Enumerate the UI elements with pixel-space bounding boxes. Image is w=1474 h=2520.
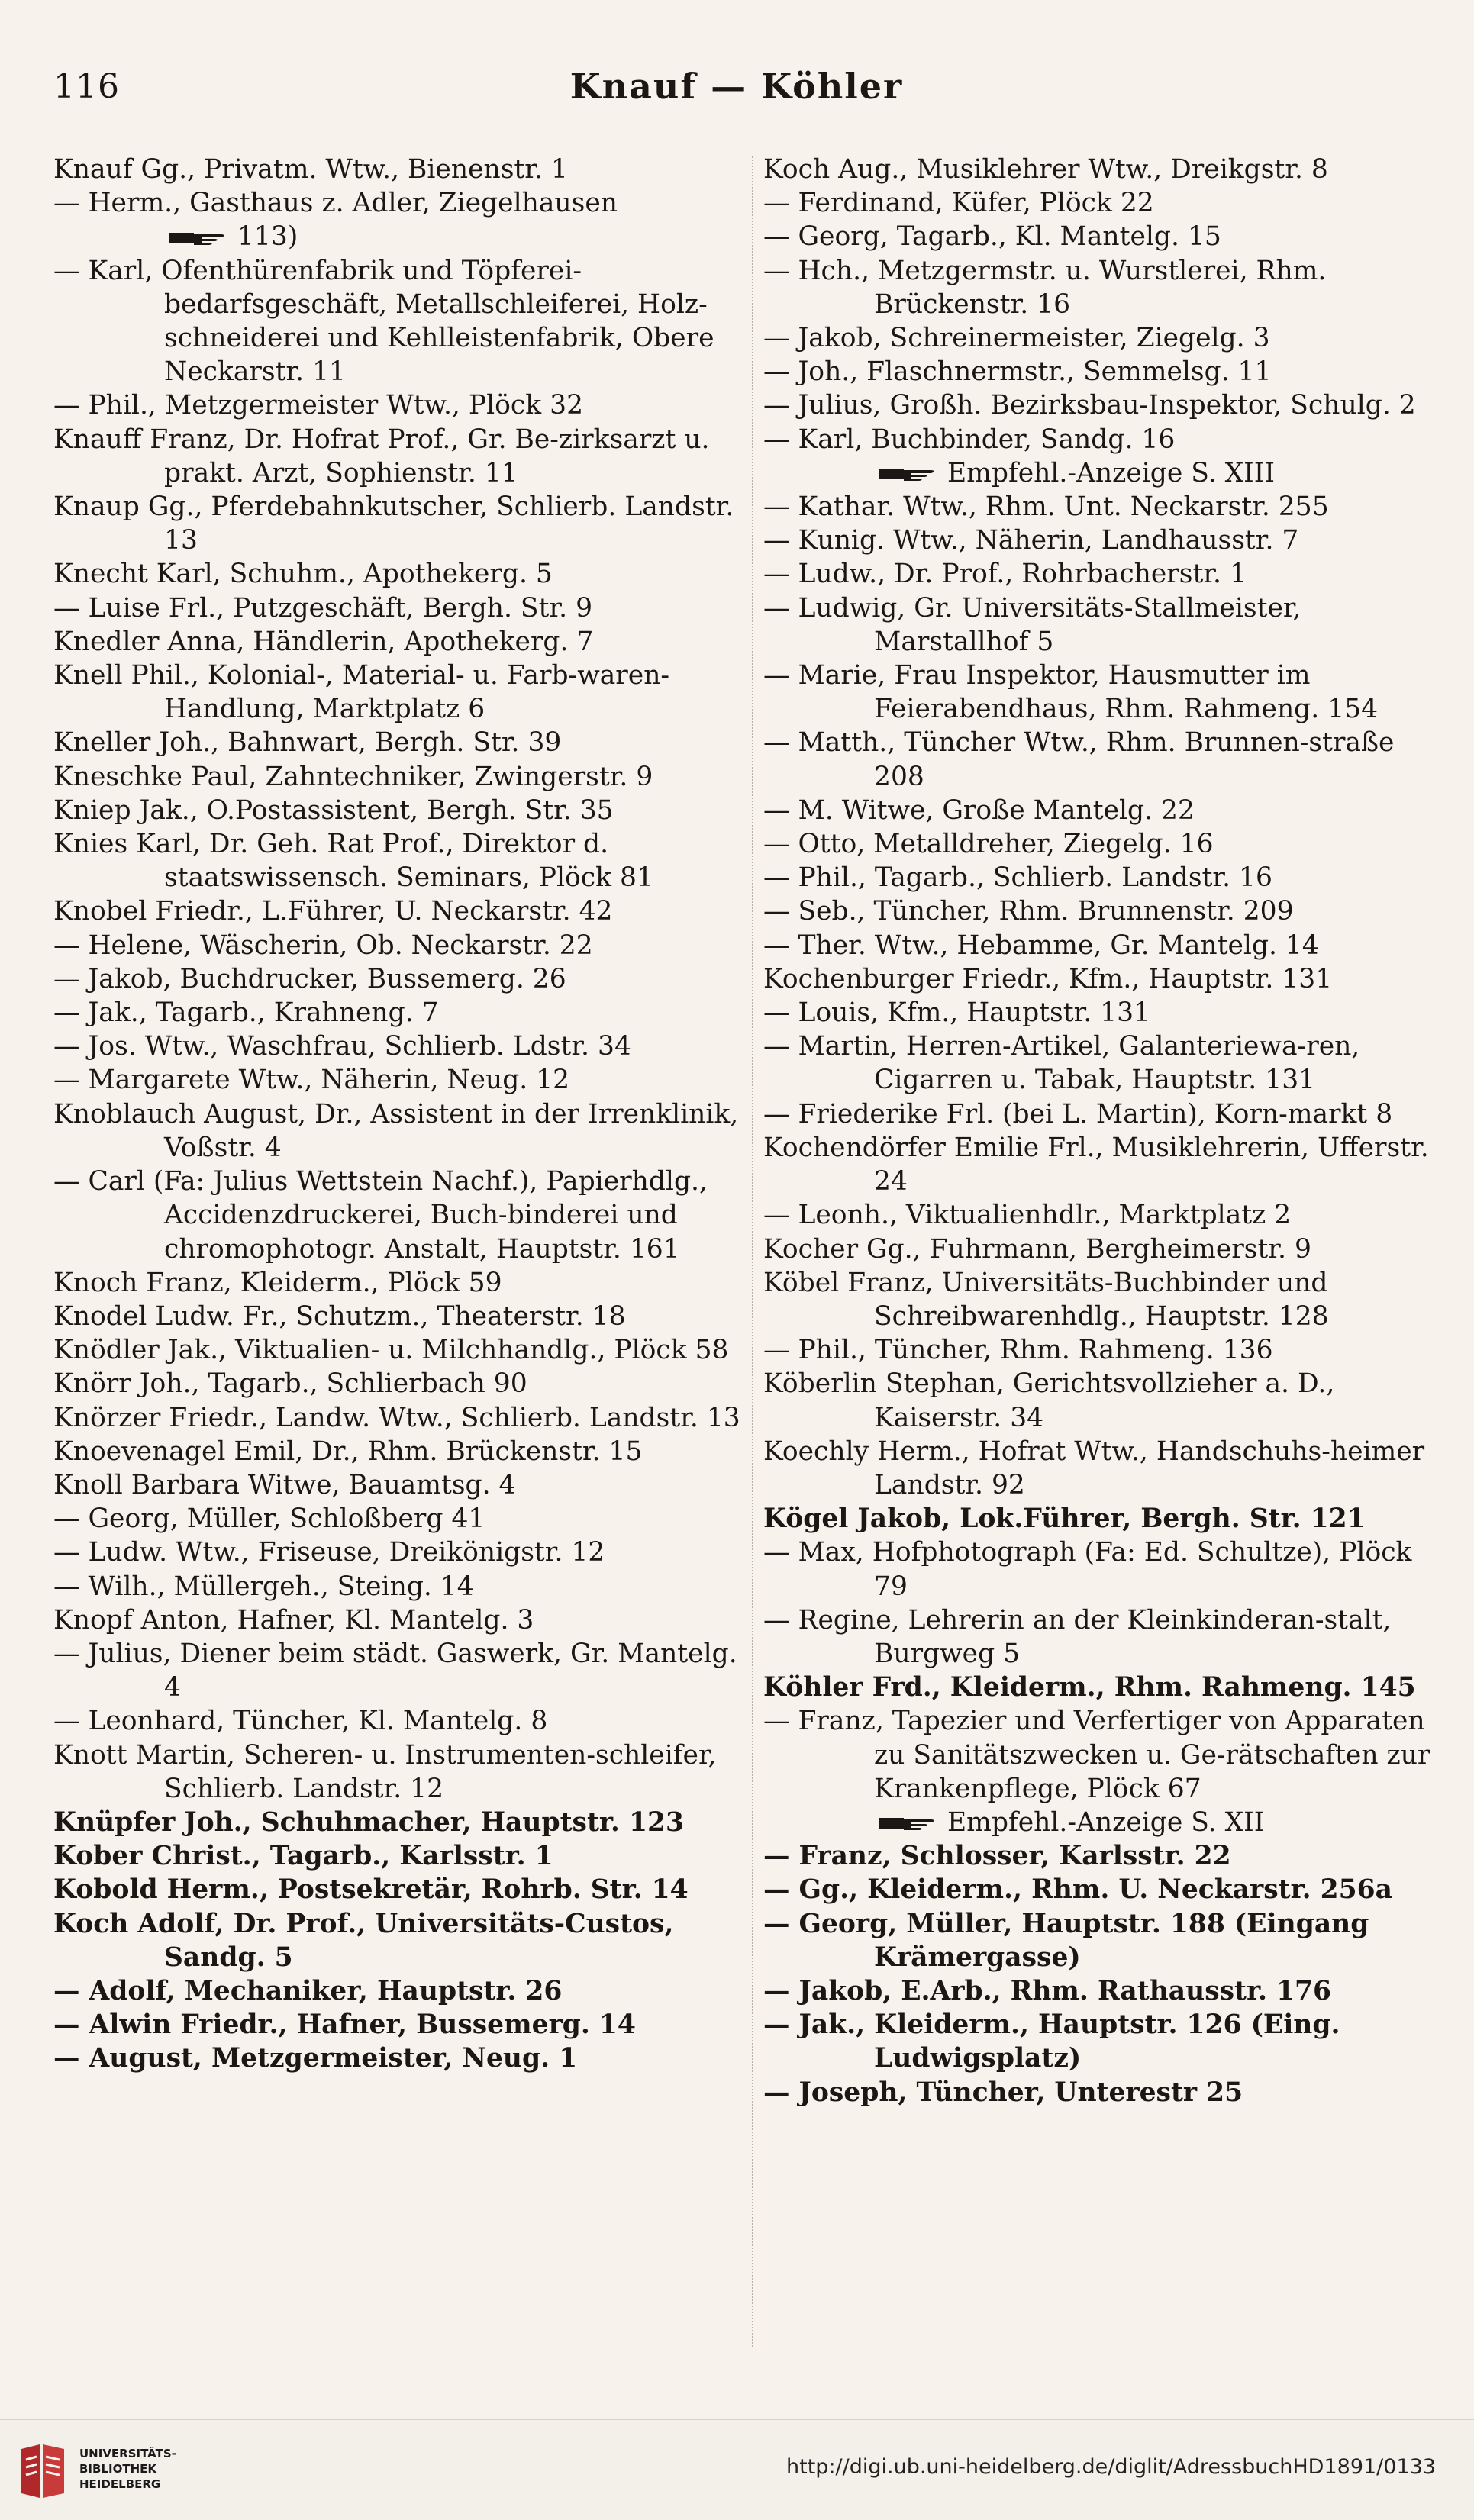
directory-entry xyxy=(763,557,1435,591)
page-header xyxy=(46,61,1427,122)
entry-text: — Leonhard, Tüncher, Kl. Mantelg. 8 xyxy=(53,1706,548,1737)
entry-text: Knopf Anton, Hafner, Kl. Mantelg. 3 xyxy=(53,1604,534,1635)
entry-text: — Jakob, E.Arb., Rhm. Rathausstr. 176 xyxy=(763,1975,1332,2006)
directory-entry xyxy=(763,962,1435,996)
directory-entry xyxy=(763,321,1435,355)
directory-entry xyxy=(53,1739,740,1806)
entry-text: Knoevenagel Emil, Dr., Rhm. Brückenstr. 15 xyxy=(53,1436,643,1467)
entry-text: Knoch Franz, Kleiderm., Plöck 59 xyxy=(53,1267,502,1298)
directory-entry xyxy=(53,1300,740,1333)
entry-text: — Leonh., Viktualienhdlr., Marktplatz 2 xyxy=(763,1200,1292,1231)
directory-entry xyxy=(53,1063,740,1097)
entry-text: Kneschke Paul, Zahntechniker, Zwingerstr. 9 xyxy=(53,761,653,792)
directory-entry xyxy=(763,591,1435,659)
directory-entry xyxy=(763,2076,1435,2109)
entry-text: — Max, Hofphotograph (Fa: Ed. Schultze), Plöck 79 xyxy=(763,1537,1412,1602)
directory-entry xyxy=(53,1266,740,1300)
directory-entry xyxy=(53,996,740,1030)
directory-entry xyxy=(763,1536,1435,1603)
entry-text: Knauf Gg., Privatm. Wtw., Bienenstr. 1 xyxy=(53,154,568,185)
directory-entry xyxy=(53,1907,740,1974)
directory-entry xyxy=(53,1536,740,1569)
directory-entry xyxy=(53,1603,740,1637)
entry-text: — Regine, Lehrerin an der Kleinkinderan-stalt, Burgweg 5 xyxy=(763,1604,1392,1669)
entry-text: — Ludwig, Gr. Universitäts-Stallmeister, Marstallhof 5 xyxy=(763,592,1301,657)
directory-entry xyxy=(763,1806,1435,1839)
directory-entry xyxy=(53,760,740,794)
directory-entry xyxy=(53,1435,740,1468)
entry-text: Kögel Jakob, Lok.Führer, Bergh. Str. 121 xyxy=(763,1503,1366,1535)
directory-entry xyxy=(53,591,740,625)
entry-text: — Phil., Metzgermeister Wtw., Plöck 32 xyxy=(53,390,584,421)
directory-entry xyxy=(53,153,740,186)
entry-text: — Otto, Metalldreher, Ziegelg. 16 xyxy=(763,829,1214,860)
directory-entry xyxy=(763,1435,1435,1502)
directory-entry xyxy=(53,1030,740,1063)
directory-entry xyxy=(53,929,740,962)
entry-text: — Georg, Müller, Hauptstr. 188 (Eingang Krämergasse) xyxy=(763,1908,1369,1973)
entry-text: Koechly Herm., Hofrat Wtw., Handschuhs-heimer Landstr. 92 xyxy=(763,1436,1425,1500)
entry-text: Knaup Gg., Pferdebahnkutscher, Schlierb. Landstr. 13 xyxy=(53,491,734,556)
source-url-link[interactable]: http://digi.ub.uni-heidelberg.de/diglit/AdressbuchHD1891/0133 xyxy=(786,2455,1436,2479)
entry-text: — Herm., Gasthaus z. Adler, Ziegelhausen xyxy=(53,188,618,219)
entry-text: — Kunig. Wtw., Näherin, Landhausstr. 7 xyxy=(763,525,1299,556)
entry-text: — Ludw., Dr. Prof., Rohrbacherstr. 1 xyxy=(763,559,1247,590)
entry-text: — Jakob, Buchdrucker, Bussemerg. 26 xyxy=(53,963,566,994)
entry-text: Empfehl.-Anzeige S. XIII xyxy=(947,457,1276,488)
directory-entry xyxy=(53,659,740,726)
entry-text: Knödler Jak., Viktualien- u. Milchhandlg., Plöck 58 xyxy=(53,1335,729,1366)
directory-entry xyxy=(763,456,1435,490)
directory-entry xyxy=(763,423,1435,456)
entry-text: — Louis, Kfm., Hauptstr. 131 xyxy=(763,997,1151,1029)
directory-entry xyxy=(763,726,1435,793)
directory-entry xyxy=(53,726,740,759)
entry-text: — Jakob, Schreinermeister, Ziegelg. 3 xyxy=(763,323,1270,354)
entry-text: Knecht Karl, Schuhm., Apothekerg. 5 xyxy=(53,559,553,590)
directory-entry xyxy=(53,1637,740,1704)
entry-text: — Jak., Tagarb., Krahneng. 7 xyxy=(53,997,439,1029)
entry-text: Koch Aug., Musiklehrer Wtw., Dreikgstr. 8 xyxy=(763,154,1328,185)
entry-text: Kobold Herm., Postsekretär, Rohrb. Str. 14 xyxy=(53,1874,689,1906)
entry-text: — Alwin Friedr., Hafner, Bussemerg. 14 xyxy=(53,2009,636,2041)
directory-entry xyxy=(763,1198,1435,1232)
directory-entry xyxy=(763,1974,1435,2008)
right-column xyxy=(763,153,1435,2358)
library-name-line: BIBLIOTHEK xyxy=(79,2462,156,2476)
library-name-line: HEIDELBERG xyxy=(79,2477,161,2491)
directory-entry xyxy=(763,1097,1435,1131)
entry-text: — Joh., Flaschnermstr., Semmelsg. 11 xyxy=(763,356,1272,388)
entry-text: — Ther. Wtw., Hebamme, Gr. Mantelg. 14 xyxy=(763,930,1319,961)
entry-text: — Georg, Tagarb., Kl. Mantelg. 15 xyxy=(763,221,1221,253)
directory-entry xyxy=(53,962,740,996)
left-entry-list xyxy=(53,153,740,2076)
entry-text: — Franz, Schlosser, Karlsstr. 22 xyxy=(763,1841,1231,1872)
directory-entry xyxy=(53,220,740,253)
page-number: 116 xyxy=(53,67,120,106)
directory-entry xyxy=(763,1603,1435,1671)
entry-text: — Friederike Frl. (bei L. Martin), Korn-markt 8 xyxy=(763,1098,1393,1129)
entry-text: — Phil., Tüncher, Rhm. Rahmeng. 136 xyxy=(763,1335,1273,1366)
directory-entry xyxy=(763,490,1435,524)
entry-text: — Matth., Tüncher Wtw., Rhm. Brunnen-straße 208 xyxy=(763,727,1395,792)
entry-text: — Martin, Herren-Artikel, Galanteriewa-ren, Cigarren u. Tabak, Hauptstr. 131 xyxy=(763,1031,1360,1096)
directory-entry xyxy=(763,861,1435,894)
directory-entry xyxy=(763,153,1435,186)
right-entry-list xyxy=(763,153,1435,2109)
entry-text: Kneller Joh., Bahnwart, Bergh. Str. 39 xyxy=(53,727,562,759)
entry-text: — Carl (Fa: Julius Wettstein Nachf.), Papierhdlg., Accidenzdruckerei, Buch-binderei und chromophotogr. Anstalt, Hauptstr. 161 xyxy=(53,1166,708,1265)
directory-entry xyxy=(53,423,740,490)
entry-text: — Margarete Wtw., Näherin, Neug. 12 xyxy=(53,1065,570,1096)
entry-text: — Ferdinand, Küfer, Plöck 22 xyxy=(763,188,1154,219)
directory-entry xyxy=(763,1704,1435,1806)
entry-text: — Adolf, Mechaniker, Hauptstr. 26 xyxy=(53,1975,563,2006)
entry-text: Kochendörfer Emilie Frl., Musiklehrerin, Ufferstr. 24 xyxy=(763,1132,1429,1197)
entry-text: 113) xyxy=(237,221,298,253)
library-name-line: UNIVERSITÄTS- xyxy=(79,2447,176,2460)
entry-text: — Karl, Ofenthürenfabrik und Töpferei-bedarfsgeschäft, Metallschleiferei, Holz-schneiderei und Kehlleistenfabrik, Obere Neckarstr. 11 xyxy=(53,255,714,388)
entry-text: Knell Phil., Kolonial-, Material- u. Farb-waren-Handlung, Marktplatz 6 xyxy=(53,660,670,725)
entry-text: — Julius, Großh. Bezirksbau-Inspektor, Schulg. 2 xyxy=(763,390,1416,421)
entry-text: Köberlin Stephan, Gerichtsvollzieher a. D., Kaiserstr. 34 xyxy=(763,1368,1335,1433)
entry-text: Kochenburger Friedr., Kfm., Hauptstr. 131 xyxy=(763,963,1333,994)
directory-entry xyxy=(53,1401,740,1435)
directory-entry xyxy=(763,996,1435,1030)
library-name xyxy=(79,2446,176,2492)
entry-text: — Jos. Wtw., Waschfrau, Schlierb. Ldstr. 34 xyxy=(53,1031,631,1062)
directory-entry xyxy=(53,1333,740,1367)
entry-text: Kniep Jak., O.Postassistent, Bergh. Str. 35 xyxy=(53,794,614,826)
directory-entry xyxy=(53,1502,740,1536)
entry-text: — August, Metzgermeister, Neug. 1 xyxy=(53,2043,578,2074)
directory-entry xyxy=(53,1806,740,1839)
heidelberg-library-logo-icon xyxy=(17,2441,70,2502)
entry-text: — Gg., Kleiderm., Rhm. U. Neckarstr. 256a xyxy=(763,1874,1392,1906)
entry-text: Knobel Friedr., L.Führer, U. Neckarstr. 42 xyxy=(53,896,613,927)
pointing-hand-icon xyxy=(878,464,939,484)
entry-text: — M. Witwe, Große Mantelg. 22 xyxy=(763,794,1195,826)
entry-text: — Ludw. Wtw., Friseuse, Dreikönigstr. 12 xyxy=(53,1537,605,1568)
entry-text: — Julius, Diener beim städt. Gaswerk, Gr. Mantelg. 4 xyxy=(53,1638,737,1703)
entry-text: — Kathar. Wtw., Rhm. Unt. Neckarstr. 255 xyxy=(763,491,1329,523)
directory-entry xyxy=(763,929,1435,962)
directory-entry xyxy=(53,186,740,220)
directory-entry xyxy=(763,827,1435,861)
entry-text: Köhler Frd., Kleiderm., Rhm. Rahmeng. 145 xyxy=(763,1672,1416,1703)
entry-text: Knauff Franz, Dr. Hofrat Prof., Gr. Be-zirksarzt u. prakt. Arzt, Sophienstr. 11 xyxy=(53,424,710,488)
directory-entry xyxy=(53,1468,740,1502)
left-column xyxy=(53,153,740,2358)
directory-entry xyxy=(763,659,1435,726)
directory-entry xyxy=(53,1704,740,1738)
directory-entry xyxy=(53,1367,740,1400)
directory-entry xyxy=(763,524,1435,557)
column-divider xyxy=(752,156,754,2347)
entry-text: Empfehl.-Anzeige S. XII xyxy=(947,1806,1265,1838)
entry-text: — Helene, Wäscherin, Ob. Neckarstr. 22 xyxy=(53,930,593,961)
entry-text: Knoblauch August, Dr., Assistent in der Irrenklinik, Voßstr. 4 xyxy=(53,1098,739,1163)
directory-entry xyxy=(763,388,1435,422)
entry-text: Knoll Barbara Witwe, Bauamtsg. 4 xyxy=(53,1469,516,1500)
entry-text: Kocher Gg., Fuhrmann, Bergheimerstr. 9 xyxy=(763,1233,1311,1265)
directory-entry xyxy=(763,1907,1435,1974)
library-logo[interactable] xyxy=(17,2441,269,2502)
entry-text: — Wilh., Müllergeh., Steing. 14 xyxy=(53,1571,474,1602)
directory-entry xyxy=(53,2008,740,2041)
directory-entry xyxy=(53,490,740,557)
directory-entry xyxy=(763,1266,1435,1333)
entry-text: Knott Martin, Scheren- u. Instrumenten-schleifer, Schlierb. Landstr. 12 xyxy=(53,1739,717,1804)
directory-entry xyxy=(763,1367,1435,1434)
entry-text: — Phil., Tagarb., Schlierb. Landstr. 16 xyxy=(763,862,1272,894)
directory-entry xyxy=(763,1502,1435,1536)
directory-entry xyxy=(53,827,740,894)
directory-entry xyxy=(763,254,1435,321)
directory-entry xyxy=(763,186,1435,220)
directory-entry xyxy=(763,894,1435,928)
entry-text: Knüpfer Joh., Schuhmacher, Hauptstr. 123 xyxy=(53,1806,684,1838)
entry-text: — Joseph, Tüncher, Unterestr 25 xyxy=(763,2077,1243,2108)
entry-text: — Georg, Müller, Schloßberg 41 xyxy=(53,1503,485,1535)
directory-entry xyxy=(53,557,740,591)
entry-text: — Hch., Metzgermstr. u. Wurstlerei, Rhm. Brückenstr. 16 xyxy=(763,255,1327,320)
directory-entry xyxy=(53,1839,740,1873)
directory-entry xyxy=(763,220,1435,253)
directory-entry xyxy=(763,1839,1435,1873)
entry-text: — Seb., Tüncher, Rhm. Brunnenstr. 209 xyxy=(763,896,1294,927)
entry-text: Knies Karl, Dr. Geh. Rat Prof., Direktor d. staatswissensch. Seminars, Plöck 81 xyxy=(53,829,653,894)
directory-entry xyxy=(53,894,740,928)
directory-entry xyxy=(763,1333,1435,1367)
entry-text: — Franz, Tapezier und Verfertiger von Apparaten zu Sanitätszwecken u. Ge-rätschaften zur Krankenpflege, Plöck 67 xyxy=(763,1706,1430,1804)
pointing-hand-icon xyxy=(168,228,229,248)
directory-entry xyxy=(53,254,740,389)
entry-text: — Marie, Frau Inspektor, Hausmutter im Feierabendhaus, Rhm. Rahmeng. 154 xyxy=(763,660,1379,725)
directory-entry xyxy=(53,1570,740,1603)
directory-entry xyxy=(763,355,1435,388)
entry-text: Knodel Ludw. Fr., Schutzm., Theaterstr. 18 xyxy=(53,1300,626,1332)
entry-text: — Luise Frl., Putzgeschäft, Bergh. Str. 9 xyxy=(53,592,593,624)
page-footer xyxy=(0,2419,1474,2520)
entry-text: Köbel Franz, Universitäts-Buchbinder und Schreibwarenhdlg., Hauptstr. 128 xyxy=(763,1267,1329,1332)
directory-entry xyxy=(763,2008,1435,2075)
directory-entry xyxy=(763,1233,1435,1266)
directory-entry xyxy=(763,794,1435,827)
directory-entry xyxy=(763,1671,1435,1704)
directory-entry xyxy=(763,1131,1435,1198)
directory-entry xyxy=(763,1873,1435,1906)
directory-entry xyxy=(53,1974,740,2008)
directory-entry xyxy=(53,1165,740,1266)
entry-text: Koch Adolf, Dr. Prof., Universitäts-Custos, Sandg. 5 xyxy=(53,1908,674,1973)
entry-text: Kober Christ., Tagarb., Karlsstr. 1 xyxy=(53,1841,553,1872)
entry-text: — Jak., Kleiderm., Hauptstr. 126 (Eing. Ludwigsplatz) xyxy=(763,2009,1340,2074)
directory-entry xyxy=(53,1873,740,1906)
directory-entry xyxy=(53,794,740,827)
directory-entry xyxy=(763,1030,1435,1097)
entry-text: Knörzer Friedr., Landw. Wtw., Schlierb. Landstr. 13 xyxy=(53,1402,740,1433)
entry-text: Knedler Anna, Händlerin, Apothekerg. 7 xyxy=(53,626,594,657)
running-head: Knauf — Köhler xyxy=(569,66,904,107)
directory-entry xyxy=(53,1097,740,1165)
pointing-hand-icon xyxy=(878,1813,939,1833)
entry-text: Knörr Joh., Tagarb., Schlierbach 90 xyxy=(53,1368,527,1400)
directory-entry xyxy=(53,388,740,422)
directory-entry xyxy=(53,625,740,659)
entry-text: — Karl, Buchbinder, Sandg. 16 xyxy=(763,424,1176,455)
directory-entry xyxy=(53,2041,740,2075)
